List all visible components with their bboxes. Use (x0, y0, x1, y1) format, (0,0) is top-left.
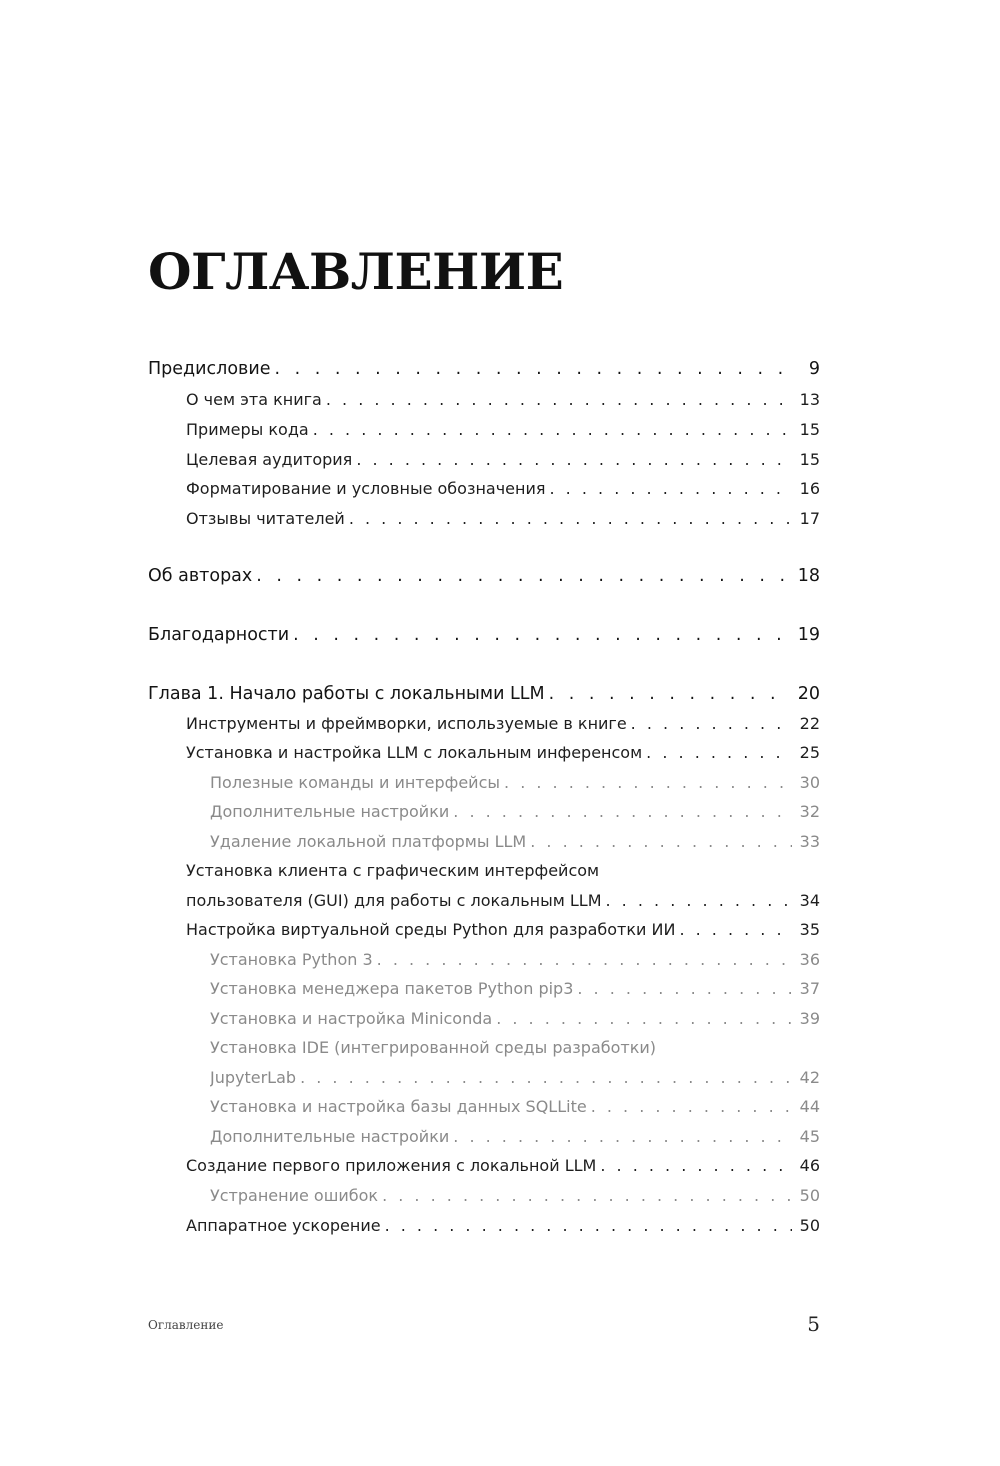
toc-entry[interactable] (186, 738, 820, 768)
toc-entry-title: Установка Python 3 (210, 950, 373, 969)
toc-entry-page: 42 (799, 1068, 820, 1087)
toc-entry[interactable] (210, 768, 820, 798)
toc-entry-title: JupyterLab (210, 1068, 297, 1087)
toc-entry[interactable] (186, 886, 820, 916)
toc-entry-title: Создание первого приложения с локальной LLM (186, 1156, 597, 1175)
dot-leader (274, 354, 792, 384)
toc-entry[interactable] (186, 709, 820, 739)
toc-entry-title: Примеры кода (186, 420, 309, 439)
toc-entry-title: Глава 1. Начало работы с локальными LLM (148, 684, 545, 704)
toc-entry[interactable] (186, 385, 820, 415)
dot-leader (631, 709, 792, 739)
toc-entry-page: 13 (799, 390, 820, 409)
toc-entry-about-authors[interactable] (148, 561, 820, 591)
page-number: 5 (807, 1312, 820, 1336)
toc-entry-title: Дополнительные настройки (210, 1127, 450, 1146)
toc-entry-title: Настройка виртуальной среды Python для разработки ИИ (186, 920, 676, 939)
toc-entry[interactable] (210, 1004, 820, 1034)
toc-entry-page: 50 (799, 1216, 820, 1235)
toc-entry[interactable] (186, 915, 820, 945)
dot-leader (530, 827, 792, 857)
toc-entry-page: 9 (808, 359, 820, 379)
toc-entry-title: О чем эта книга (186, 390, 322, 409)
toc-entry-title: Установка и настройка Miniconda (210, 1009, 493, 1028)
toc-entry-title: Установка менеджера пакетов Python pip3 (210, 979, 574, 998)
toc-entry[interactable] (210, 974, 820, 1004)
dot-leader (504, 768, 792, 798)
toc-entry-page: 19 (797, 625, 820, 645)
toc-entry-title: Целевая аудитория (186, 450, 353, 469)
toc-entry[interactable] (210, 1063, 820, 1093)
dot-leader (293, 620, 792, 650)
toc-entry-preface[interactable] (148, 354, 820, 384)
toc-entry-page: 17 (799, 509, 820, 528)
toc-entry-title: Полезные команды и интерфейсы (210, 773, 501, 792)
dot-leader (679, 915, 792, 945)
dot-leader (549, 679, 792, 709)
dot-leader (453, 1122, 792, 1152)
dot-leader (326, 385, 792, 415)
toc-entry[interactable] (210, 797, 820, 827)
dot-leader (453, 797, 792, 827)
toc-entry[interactable] (210, 945, 820, 975)
dot-leader (385, 1211, 792, 1241)
toc-entry-page: 20 (797, 684, 820, 704)
running-footer-label: Оглавление (148, 1318, 224, 1332)
toc-entry[interactable] (186, 1211, 820, 1241)
toc-entry-page: 46 (799, 1156, 820, 1175)
dot-leader (591, 1092, 792, 1122)
toc-entry-page: 37 (799, 979, 820, 998)
toc-entry[interactable] (186, 445, 820, 475)
dot-leader (577, 974, 792, 1004)
dot-leader (382, 1181, 792, 1211)
dot-leader (377, 945, 792, 975)
toc-entry-page: 32 (799, 802, 820, 821)
toc-entry-page: 44 (799, 1097, 820, 1116)
toc-entry-title: Аппаратное ускорение (186, 1216, 381, 1235)
toc-entry[interactable] (210, 827, 820, 857)
toc-entry-page: 22 (799, 714, 820, 733)
toc-entry-title: Удаление локальной платформы LLM (210, 832, 527, 851)
dot-leader (300, 1063, 792, 1093)
dot-leader (256, 561, 791, 591)
toc-entry[interactable] (186, 1151, 820, 1181)
toc-entry-page: 15 (799, 450, 820, 469)
toc-entry-page: 25 (799, 743, 820, 762)
toc-entry-title: Дополнительные настройки (210, 802, 450, 821)
toc-entry-title: Установка и настройка LLM с локальным инференсом (186, 743, 643, 762)
toc-entry-title: Установка и настройка базы данных SQLLite (210, 1097, 587, 1116)
toc-entry-page: 39 (799, 1009, 820, 1028)
toc-entry-page: 33 (799, 832, 820, 851)
toc-entry-first-line: Установка IDE (интегрированной среды разработки) (210, 1038, 657, 1057)
dot-leader (313, 415, 792, 445)
toc-entry-title: пользователя (GUI) для работы с локальным LLM (186, 891, 602, 910)
toc-entry-page: 36 (799, 950, 820, 969)
toc-entry-chapter-1[interactable] (148, 679, 820, 709)
toc-entry-page: 16 (799, 479, 820, 498)
toc-entry[interactable] (210, 1092, 820, 1122)
dot-leader (349, 504, 792, 534)
toc-entry-page: 34 (799, 891, 820, 910)
toc-entry-page: 30 (799, 773, 820, 792)
toc-entry-acknowledgements[interactable] (148, 620, 820, 650)
toc-entry-title: Об авторах (148, 566, 253, 586)
toc-entry-page: 45 (799, 1127, 820, 1146)
toc-entry[interactable] (186, 474, 820, 504)
toc-entry-page: 18 (797, 566, 820, 586)
dot-leader (356, 445, 792, 475)
toc-entry-first-line: Установка клиента с графическим интерфейсом (186, 861, 600, 880)
dot-leader (606, 886, 793, 916)
toc-entry-page: 50 (799, 1186, 820, 1205)
toc-entry-title: Благодарности (148, 625, 290, 645)
toc-entry[interactable] (210, 1181, 820, 1211)
toc-entry[interactable] (186, 504, 820, 534)
toc-entry-title: Форматирование и условные обозначения (186, 479, 546, 498)
dot-leader (646, 738, 792, 768)
toc-entry[interactable] (210, 1122, 820, 1152)
toc-entry-page: 35 (799, 920, 820, 939)
dot-leader (496, 1004, 792, 1034)
toc-entry-title: Отзывы читателей (186, 509, 345, 528)
toc-entry[interactable] (186, 415, 820, 445)
toc-entry-title: Инструменты и фреймворки, используемые в книге (186, 714, 627, 733)
dot-leader (600, 1151, 792, 1181)
dot-leader (550, 474, 793, 504)
page-title: ОГЛАВЛЕНИЕ (148, 242, 564, 301)
toc-entry-title: Предисловие (148, 359, 271, 379)
toc-entry-title: Устранение ошибок (210, 1186, 379, 1205)
toc-entry-page: 15 (799, 420, 820, 439)
